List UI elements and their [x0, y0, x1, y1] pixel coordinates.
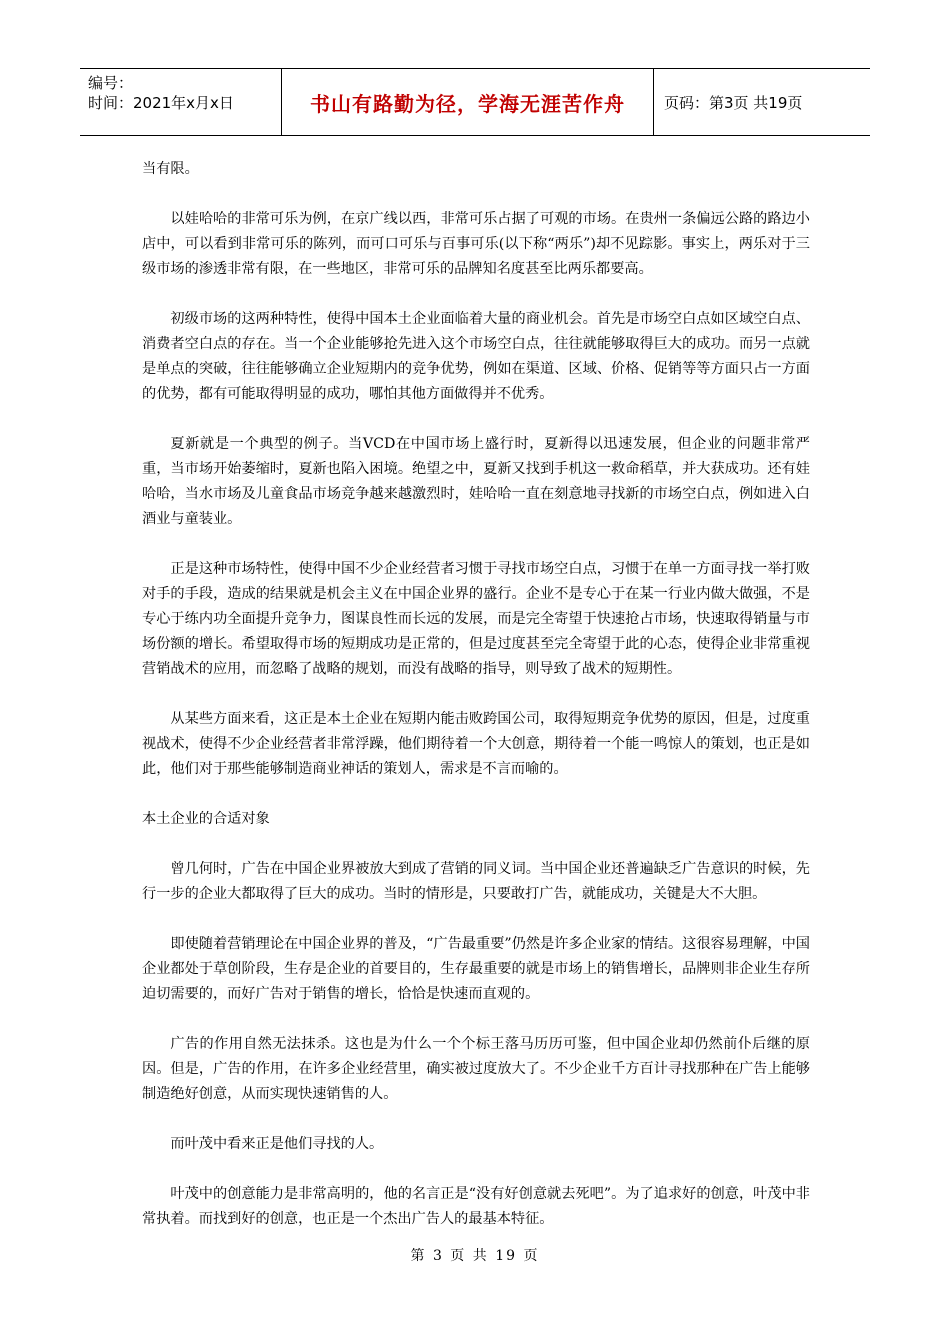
page-footer: 第 3 页 共 19 页	[410, 1248, 540, 1264]
paragraph: 正是这种市场特性，使得中国不少企业经营者习惯于寻找市场空白点，习惯于在单一方面寻找一举打败对手的手段，造成的结果就是机会主义在中国企业界的盛行。企业不是专心于在某一行业内做大做强，不是专心于练内功全面提升竞争力，图谋良性而长远的发展，而是完全寄望于快速抢占市场，快速取得销量与市场份额的增长。希望取得市场的短期成功是正常的，但是过度甚至完全寄望于此的心态，使得企业非常重视营销战术的应用，而忽略了战略的规划，而没有战略的指导，则导致了战术的短期性。	[142, 561, 810, 677]
paragraph: 从某些方面来看，这正是本土企业在短期内能击败跨国公司，取得短期竞争优势的原因，但是，过度重视战术，使得不少企业经营者非常浮躁，他们期待着一个大创意，期待着一个能一鸣惊人的策划，也正是如此，他们对于那些能够制造商业神话的策划人，需求是不言而喻的。	[142, 711, 810, 777]
header-meta	[80, 69, 282, 135]
page-header	[80, 68, 870, 136]
paragraph: 曾几何时，广告在中国企业界被放大到成了营销的同义词。当中国企业还普遍缺乏广告意识的时候，先行一步的企业大都取得了巨大的成功。当时的情形是，只要敢打广告，就能成功，关键是大不大胆。	[142, 861, 810, 902]
paragraph: 叶茂中的创意能力是非常高明的，他的名言正是“没有好创意就去死吧”。为了追求好的创意，叶茂中非常执着。而找到好的创意，也正是一个杰出广告人的最基本特征。	[142, 1186, 810, 1227]
header-page-info: 页码：第3页 共19页	[664, 93, 803, 112]
section-heading: 本土企业的合适对象	[142, 811, 270, 827]
paragraph: 而叶茂中看来正是他们寻找的人。	[170, 1136, 384, 1152]
paragraph-continuation: 当有限。	[142, 161, 199, 177]
paragraph: 广告的作用自然无法抹杀。这也是为什么一个个标王落马历历可鉴，但中国企业却仍然前仆后继的原因。但是，广告的作用，在许多企业经营里，确实被过度放大了。不少企业千方百计寻找那种在广告上能够制造绝好创意，从而实现快速销售的人。	[142, 1036, 810, 1102]
paragraph: 以娃哈哈的非常可乐为例，在京广线以西，非常可乐占据了可观的市场。在贵州一条偏远公路的路边小店中，可以看到非常可乐的陈列，而可口可乐与百事可乐(以下称“两乐”)却不见踪影。事实上，两乐对于三级市场的渗透非常有限，在一些地区，非常可乐的品牌知名度甚至比两乐都要高。	[142, 211, 810, 277]
paragraph: 即使随着营销理论在中国企业界的普及，“广告最重要”仍然是许多企业家的情结。这很容易理解，中国企业都处于草创阶段，生存是企业的首要目的，生存最重要的就是市场上的销售增长，品牌则非企业生存所迫切需要的，而好广告对于销售的增长，恰恰是快速而直观的。	[142, 936, 810, 1002]
header-motto: 书山有路勤为径，学海无涯苦作舟	[282, 69, 654, 135]
paragraph: 夏新就是一个典型的例子。当VCD在中国市场上盛行时，夏新得以迅速发展，但企业的问题非常严重，当市场开始萎缩时，夏新也陷入困境。绝望之中，夏新又找到手机这一救命稻草，并大获成功。还有娃哈哈，当水市场及儿童食品市场竞争越来越激烈时，娃哈哈一直在刻意地寻找新的市场空白点，例如进入白酒业与童装业。	[142, 436, 810, 527]
document-body	[142, 157, 810, 1232]
document-number-label: 编号：	[88, 74, 134, 92]
document-date: 时间：2021年x月x日	[88, 94, 234, 112]
paragraph: 初级市场的这两种特性，使得中国本土企业面临着大量的商业机会。首先是市场空白点如区域空白点、消费者空白点的存在。当一个企业能够抢先进入这个市场空白点，往往就能够取得巨大的成功。而另一点就是单点的突破，往往能够确立企业短期内的竞争优势，例如在渠道、区域、价格、促销等等方面只占一方面的优势，都有可能取得明显的成功，哪怕其他方面做得并不优秀。	[142, 311, 810, 402]
